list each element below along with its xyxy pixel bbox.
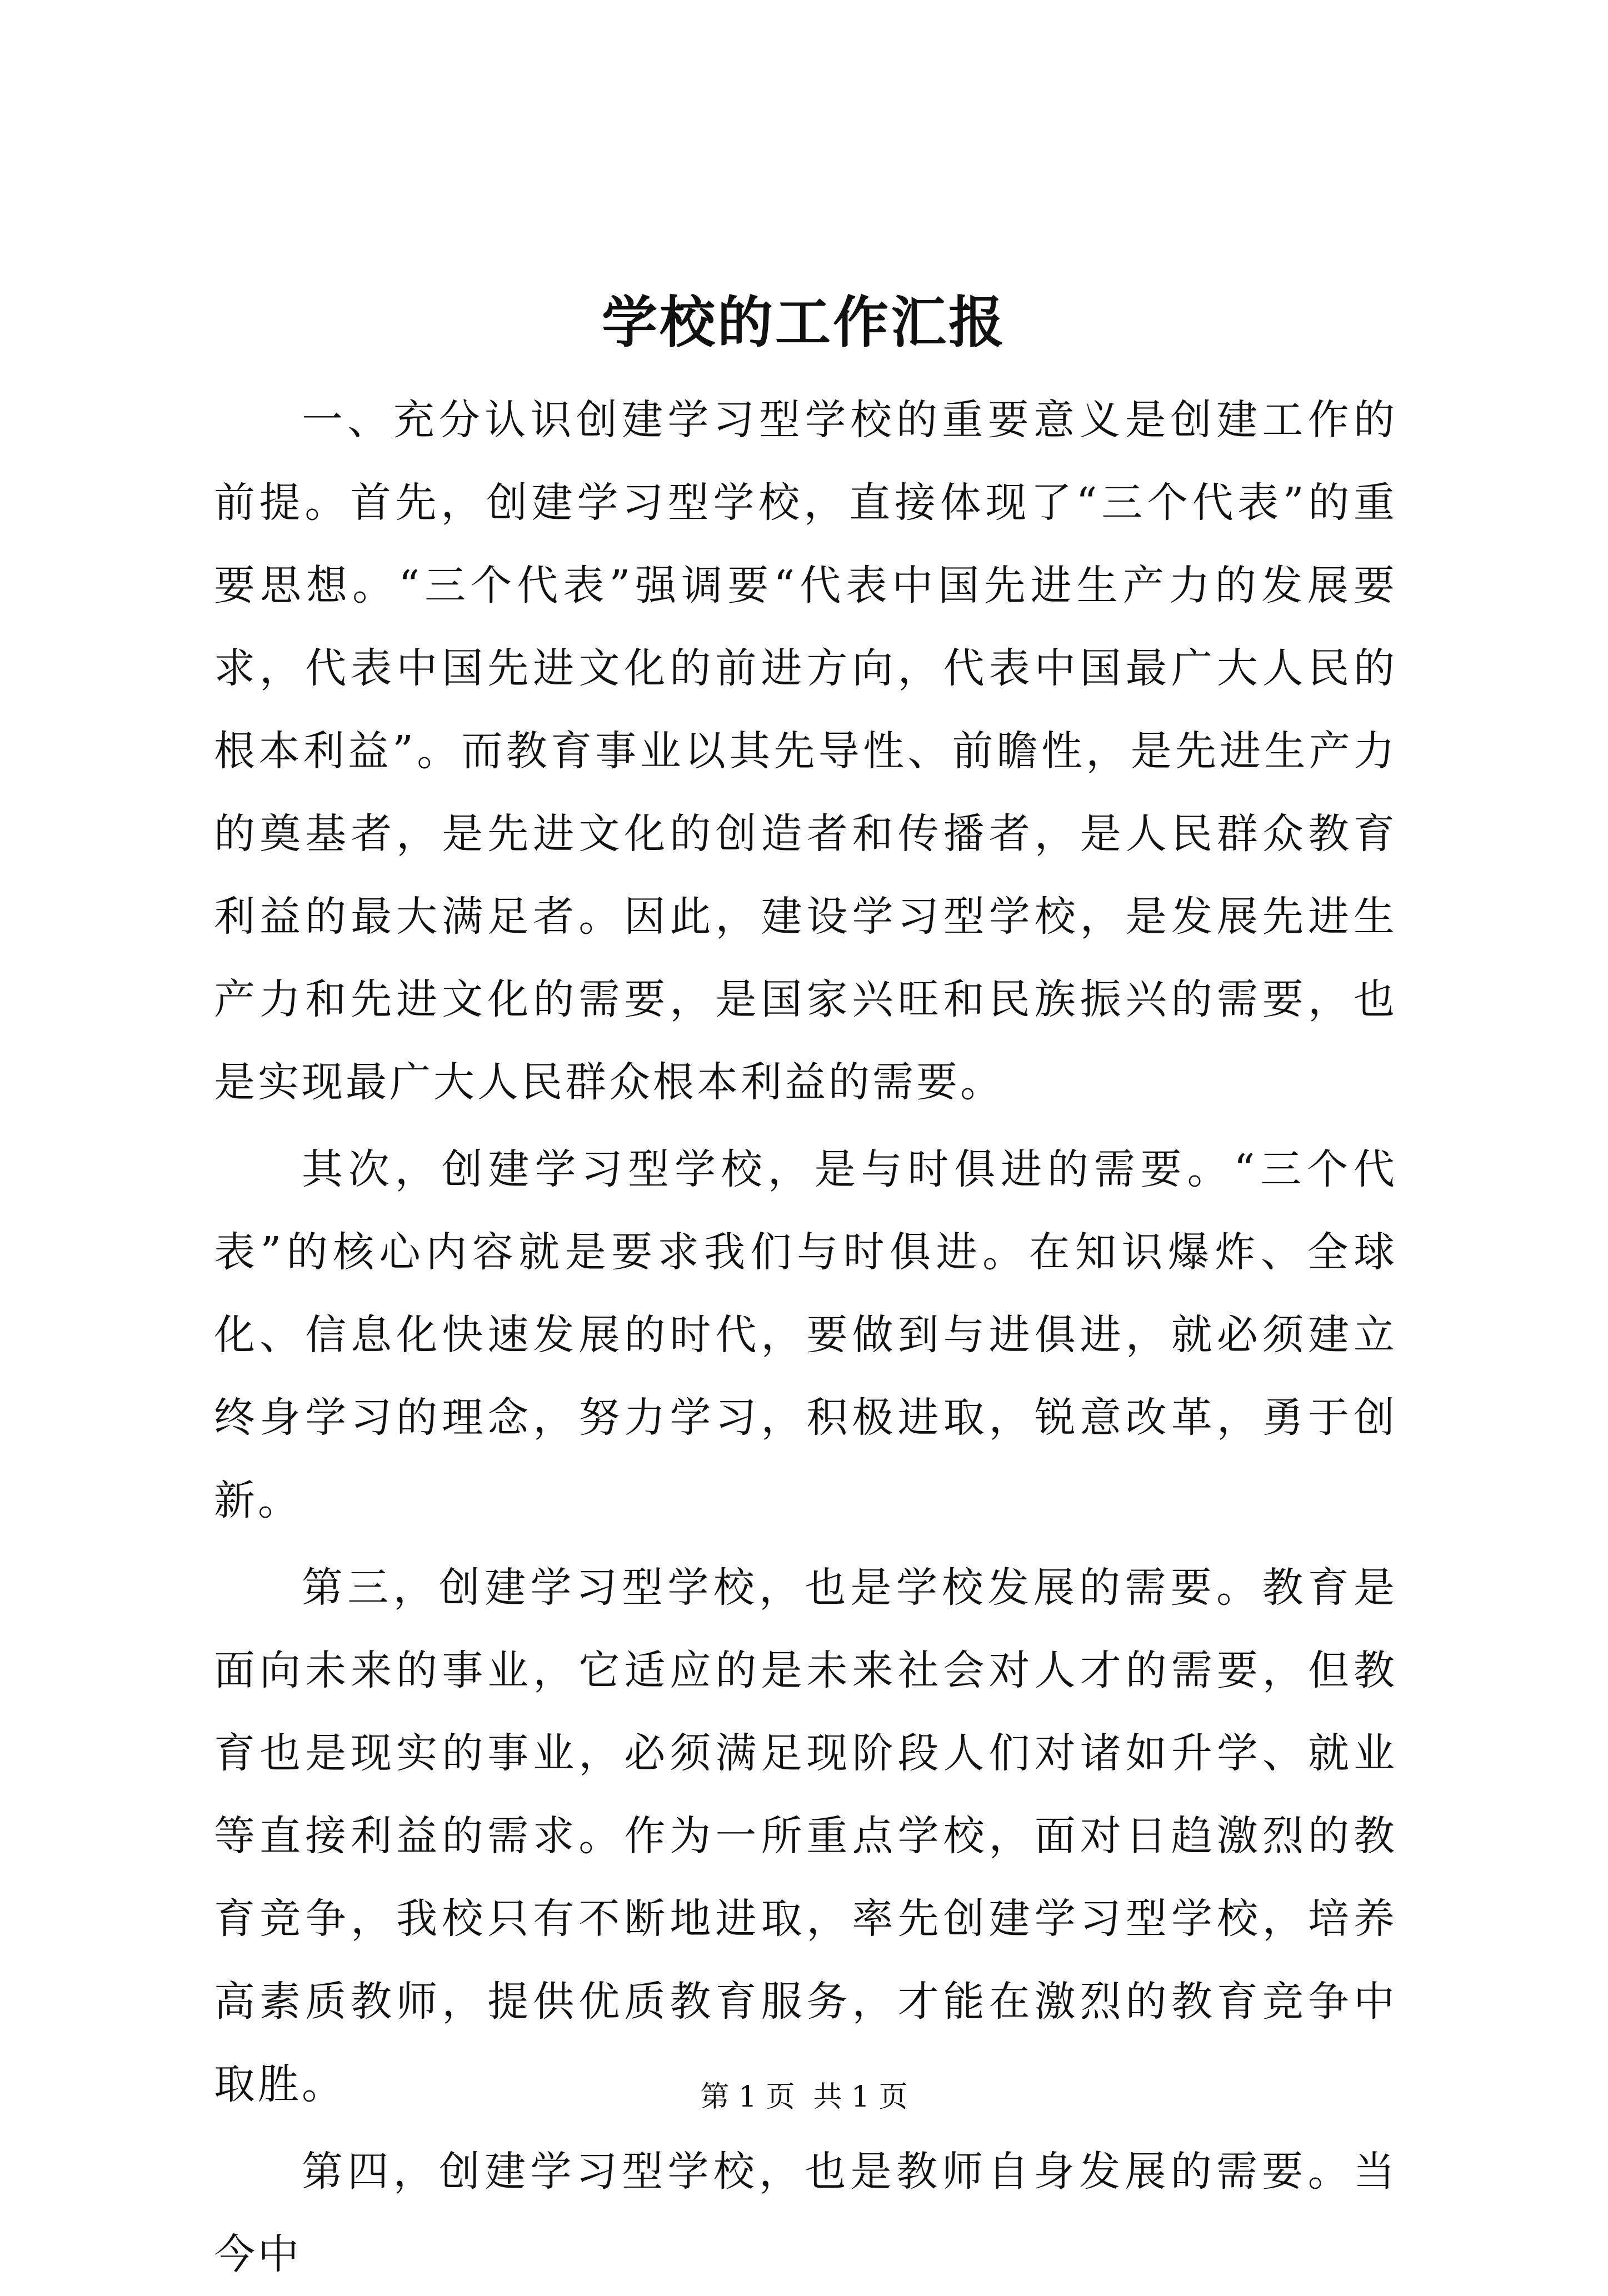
page-number-label: 第 1 页 共 1 页 [700,2080,908,2114]
paragraph-1: 一、充分认识创建学习型学校的重要意义是创建工作的前提。首先，创建学习型学校，直接体现了“三个代表”的重要思想。“三个代表”强调要“代表中国先进生产力的发展要求，代表中国先进文化的前进方向，代表中国最广大人民的根本利益”。而教育事业以其先导性、前瞻性，是先进生产力的奠基者，是先进文化的创造者和传播者，是人民群众教育利益的最大满足者。因此，建设学习型学校，是发展先进生产力和先进文化的需要，是国家兴旺和民族振兴的需要，也是实现最广大人民群众根本利益的需要。 [214,396,1397,1106]
paragraph-2: 其次，创建学习型学校，是与时俱进的需要。“三个代表”的核心内容就是要求我们与时俱进。在知识爆炸、全球化、信息化快速发展的时代，要做到与进俱进，就必须建立终身学习的理念，努力学习，积极进取，锐意改革，勇于创新。 [214,1146,1397,1524]
paragraph-4: 第四，创建学习型学校，也是教师自身发展的需要。当今中 [214,2148,1397,2278]
document-title: 学校的工作汇报 [602,289,1006,355]
paragraph-3: 第三，创建学习型学校，也是学校发展的需要。教育是面向未来的事业，它适应的是未来社会对人才的需要，但教育也是现实的事业，必须满足现阶段人们对诸如升学、就业等直接利益的需求。作为一所重点学校，面对日趋激烈的教育竞争，我校只有不断地进取，率先创建学习型学校，培养高素质教师，提供优质教育服务，才能在激烈的教育竞争中取胜。 [214,1564,1397,2108]
document-body [214,379,1397,2296]
page-footer [0,2078,1608,2117]
